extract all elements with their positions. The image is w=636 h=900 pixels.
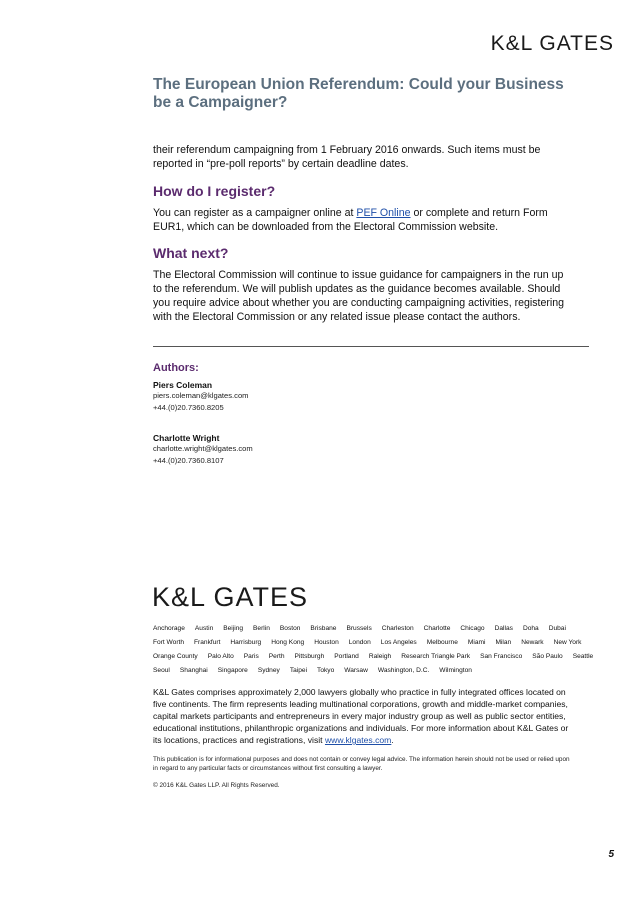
register-text-after: or complete and return Form EUR1, which can be downloaded from the Electoral Commission website. [153, 207, 548, 233]
section-divider [153, 346, 589, 347]
office-location: Newark [521, 638, 544, 646]
office-location: Charleston [381, 624, 414, 632]
office-location: Seoul [153, 666, 170, 674]
author-phone: +44.(0)20.7360.8205 [153, 403, 224, 412]
author-name: Piers Coleman [153, 380, 213, 390]
office-location: Sydney [257, 666, 280, 674]
about-end: . [391, 735, 394, 745]
page-number: 5 [608, 849, 614, 860]
office-location: Orange County [153, 652, 198, 660]
office-location: Brisbane [310, 624, 337, 632]
office-locations [153, 621, 594, 677]
klgates-logo-header: K&L GATES [490, 32, 614, 55]
author-block-1 [153, 380, 249, 414]
document-title: The European Union Referendum: Could your Business be a Campaigner? [153, 76, 564, 111]
office-location: Boston [279, 624, 301, 632]
office-location: Miami [467, 638, 486, 646]
office-row [153, 649, 594, 663]
office-location: Milan [495, 638, 512, 646]
office-location: Berlin [253, 624, 270, 632]
author-phone: +44.(0)20.7360.8107 [153, 456, 224, 465]
office-location: Houston [314, 638, 339, 646]
office-location: Dubai [548, 624, 566, 632]
office-location: Frankfurt [194, 638, 221, 646]
register-heading: How do I register? [153, 183, 276, 199]
office-location: Perth [268, 652, 285, 660]
office-row [153, 635, 582, 649]
office-location: Austin [194, 624, 214, 632]
legal-disclaimer: This publication is for informational purposes and does not contain or convey legal advice. The information herein should not be used or relied upon in regard to any particular facts or circumstances without first consulting a lawyer. [153, 756, 570, 772]
office-location: Harrisburg [230, 638, 262, 646]
office-location: Paris [243, 652, 259, 660]
office-location: Tokyo [317, 666, 335, 674]
office-location: Wilmington [439, 666, 472, 674]
about-paragraph [153, 686, 573, 746]
office-location: Doha [522, 624, 539, 632]
office-location: Taipei [289, 666, 308, 674]
office-row [153, 621, 573, 635]
office-location: Washington, D.C. [377, 666, 430, 674]
office-location: Fort Worth [153, 638, 185, 646]
author-block-2 [153, 433, 253, 467]
klgates-logo-footer: K&L GATES [152, 582, 309, 612]
what-next-paragraph: The Electoral Commission will continue to issue guidance for campaigners in the run up to the referendum. We will publish updates as the guidance becomes available. Should you require advice about whether you are conducting campaigning activities, registering with the Electoral Commission or any related issue please contact the authors. [153, 269, 565, 323]
office-location: Anchorage [153, 624, 185, 632]
office-location: Los Angeles [380, 638, 417, 646]
office-location: Palo Alto [207, 652, 234, 660]
about-text: K&L Gates comprises approximately 2,000 lawyers globally who practice in fully integrated offices located on five continents. The firm represents leading multinational corporations, growth and middle-market companies, capital markets participants and entrepreneurs in every major industry group as well as public sector entities, educational institutions, philanthropic organizations and individuals. For more information about K&L Gates or its locations, practices and registrations, visit [153, 687, 569, 745]
intro-paragraph: their referendum campaigning from 1 February 2016 onwards. Such items must be reported in “pre-poll reports” by certain deadline dates. [153, 144, 541, 170]
author-email[interactable]: charlotte.wright@klgates.com [153, 444, 253, 453]
office-location: Portland [334, 652, 359, 660]
office-location: Raleigh [368, 652, 392, 660]
register-text-before: You can register as a campaigner online at [153, 207, 357, 219]
author-name: Charlotte Wright [153, 433, 220, 443]
office-location: Brussels [346, 624, 372, 632]
what-next-heading: What next? [153, 245, 229, 261]
office-location: Charlotte [423, 624, 451, 632]
office-location: Hong Kong [271, 638, 305, 646]
office-location: Beijing [223, 624, 244, 632]
klgates-website-link[interactable]: www.klgates.com [324, 735, 392, 745]
pef-online-link[interactable]: PEF Online [356, 207, 411, 219]
author-email[interactable]: piers.coleman@klgates.com [153, 391, 249, 400]
office-location: Melbourne [426, 638, 458, 646]
office-location: Research Triangle Park [401, 652, 471, 660]
office-location: Warsaw [344, 666, 368, 674]
office-location: San Francisco [480, 652, 523, 660]
copyright-notice: © 2016 K&L Gates LLP. All Rights Reserved. [153, 782, 280, 789]
office-location: Shanghai [179, 666, 208, 674]
office-location: New York [553, 638, 582, 646]
office-location: Singapore [217, 666, 248, 674]
office-location: London [348, 638, 371, 646]
office-location: São Paulo [532, 652, 563, 660]
office-location: Chicago [460, 624, 485, 632]
office-location: Seattle [572, 652, 594, 660]
office-row [153, 663, 573, 677]
office-location: Pittsburgh [294, 652, 325, 660]
authors-label: Authors: [153, 362, 199, 374]
office-location: Dallas [494, 624, 513, 632]
register-paragraph [153, 206, 573, 234]
